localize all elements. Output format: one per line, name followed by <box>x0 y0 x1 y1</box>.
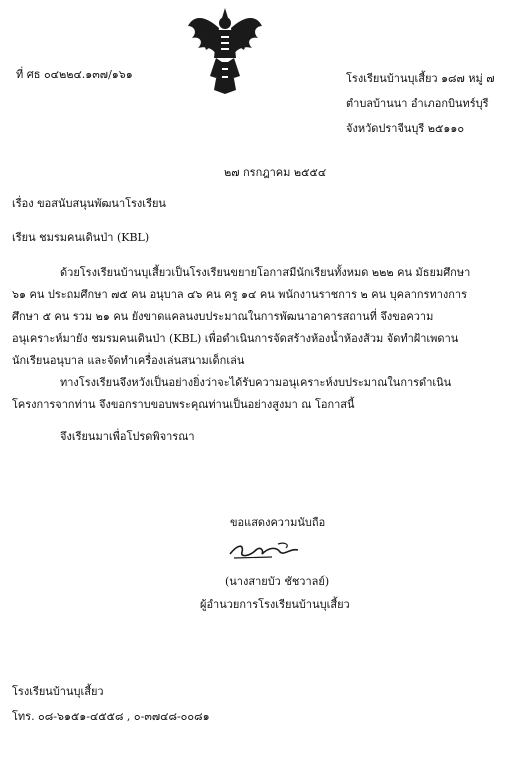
body-paragraph-2: ทางโรงเรียนจึงหวังเป็นอย่างยิ่งว่าจะได้รับความอนุเคราะห์งบประมาณในการดำเนินโครงการจากท่าน จึงขอกราบขอบพระคุณท่านเป็นอย่างสูงมา ณ โอกาสนี้ <box>12 376 452 411</box>
school-address-line-3: จังหวัดปราจีนบุรี ๒๕๑๑๐ <box>346 122 465 135</box>
footer-school-name: โรงเรียนบ้านบุเสี้ยว <box>12 685 104 698</box>
closing-salutation: ขอแสดงความนับถือ <box>230 516 326 529</box>
signer-title: ผู้อำนวยการโรงเรียนบ้านบุเสี้ยว <box>200 598 350 611</box>
body-paragraph-1: ด้วยโรงเรียนบ้านบุเสี้ยวเป็นโรงเรียนขยายโอกาสมีนักเรียนทั้งหมด ๒๒๒ คน มัธยมศึกษา ๖๑ คน ประถมศึกษา ๗๕ คน อนุบาล ๔๖ คน ครู ๑๔ คน พนักงานราชการ ๒ คน บุคลากรทางการศึกษา ๕ คน รวม ๒๑ คน ยังขาดแคลนงบประมาณในการพัฒนาอาคารสถานที่ จึงขอความอนุเคราะห์มายัง ชมรมคนเดินป่า (KBL) เพื่อดำเนินการจัดสร้างห้องน้ำห้องส้วม จัดทำฝ้าเพดานนักเรียนอนุบาล และจัดทำเครื่องเล่นสนามเด็กเล่น <box>12 266 471 367</box>
letter-recipient: เรียน ชมรมคนเดินป่า (KBL) <box>12 231 150 244</box>
school-address-line-2: ตำบลบ้านนา อำเภอกบินทร์บุรี <box>346 97 489 110</box>
document-number: ที่ ศธ ๐๔๒๒๔.๑๓๗/๑๖๑ <box>16 68 133 81</box>
school-address-line-1: โรงเรียนบ้านบุเสี้ยว ๑๘๗ หมู่ ๗ <box>346 72 495 85</box>
letter-date: ๒๗ กรกฎาคม ๒๕๕๔ <box>224 166 327 179</box>
letter-subject: เรื่อง ขอสนับสนุนพัฒนาโรงเรียน <box>12 197 166 210</box>
footer-phone: โทร. ๐๘-๖๑๕๑-๔๕๕๘ , ๐-๓๗๔๘-๐๐๘๑ <box>12 710 210 723</box>
handwritten-signature-icon <box>228 538 304 562</box>
garuda-emblem-icon <box>186 6 264 96</box>
signer-name: (นางสายบัว ชัชวาลย์) <box>225 575 330 588</box>
closing-request: จึงเรียนมาเพื่อโปรดพิจารณา <box>60 430 195 443</box>
